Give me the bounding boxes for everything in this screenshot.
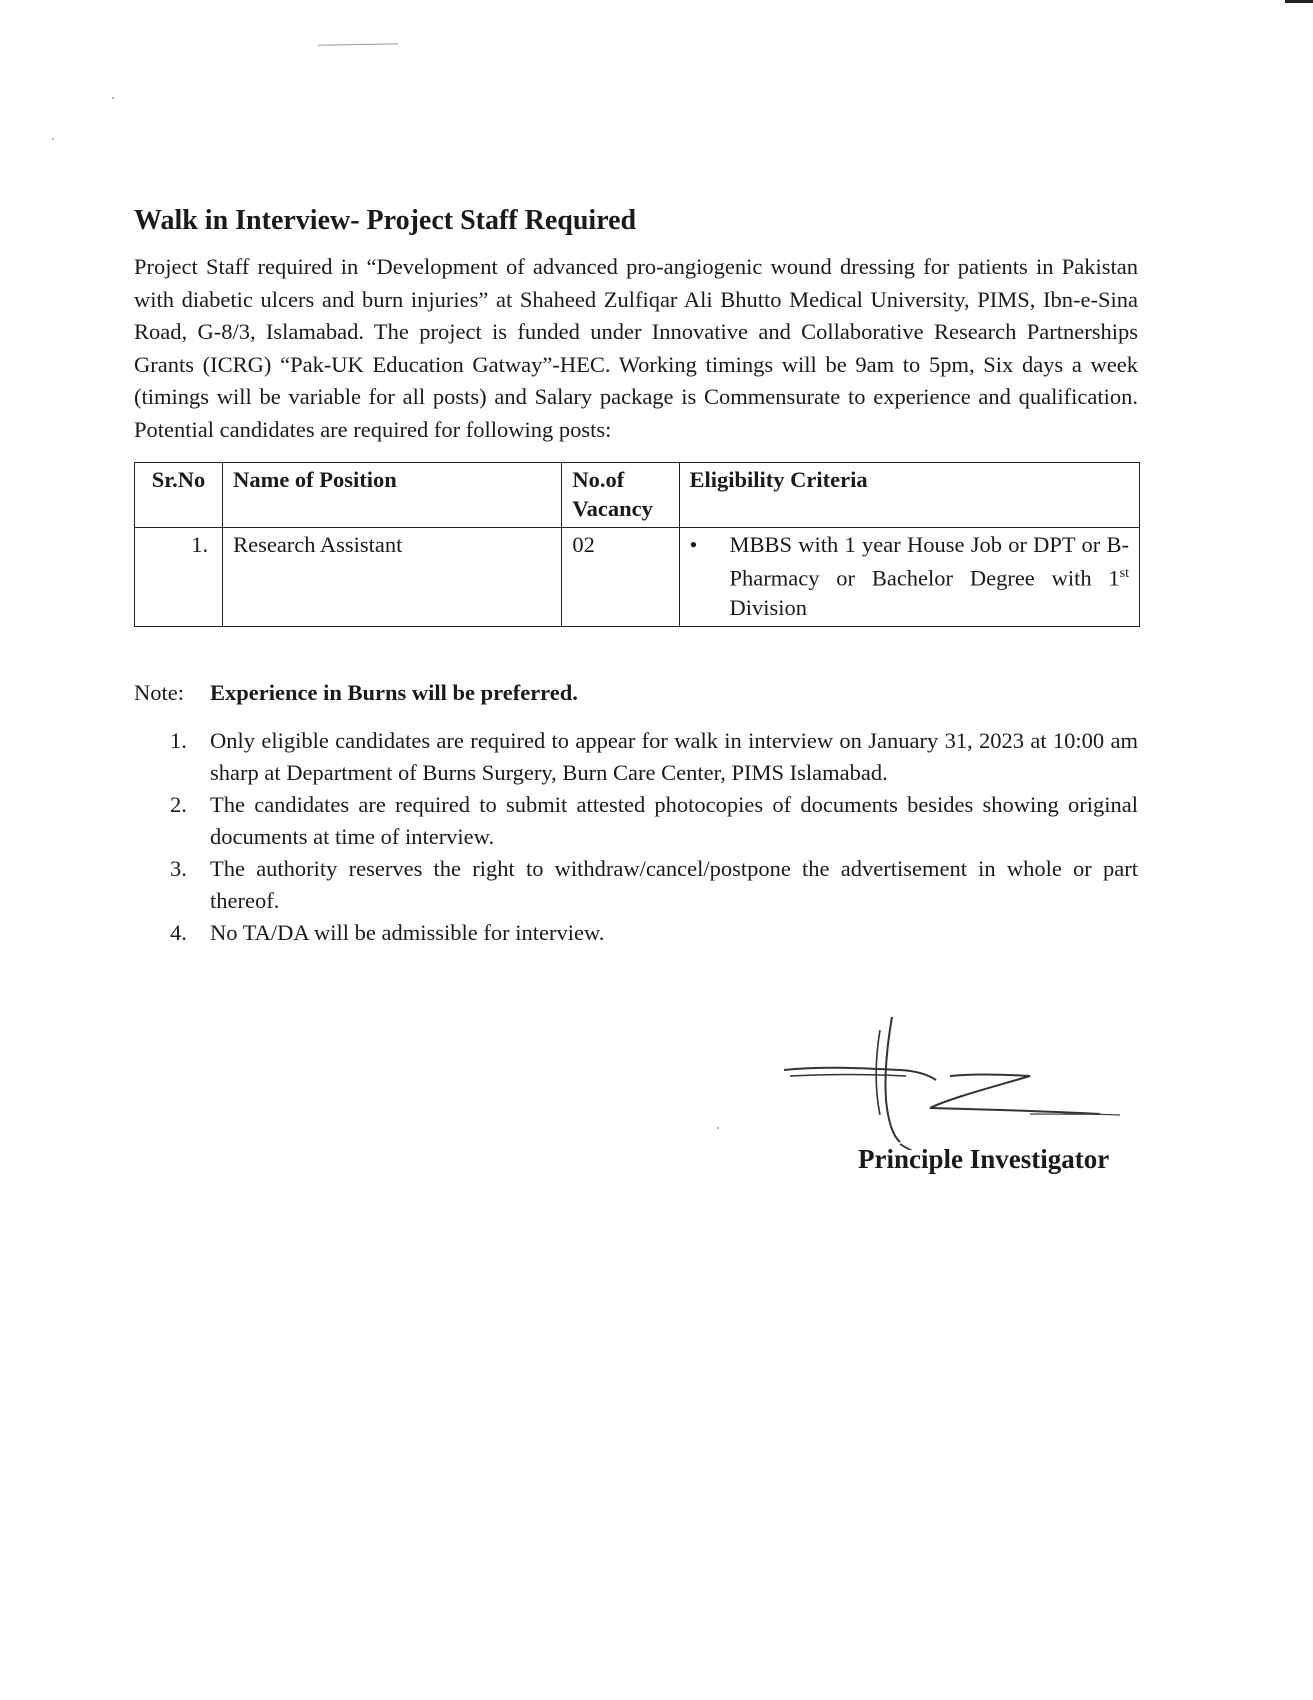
list-text: The candidates are required to submit attested photocopies of documents besides showing original documents at time of interview.	[210, 791, 1138, 849]
list-number: 2.	[170, 791, 187, 817]
list-text: The authority reserves the right to withdraw/cancel/postpone the advertisement in whole or part thereof.	[210, 855, 1138, 913]
instructions-list	[134, 725, 1138, 949]
scan-edge-mark	[1285, 0, 1313, 3]
scan-speck	[717, 1127, 719, 1129]
scan-speck	[52, 138, 54, 140]
note-label: Note:	[134, 679, 184, 705]
signatory-title: Principle Investigator	[858, 1144, 1110, 1174]
header-vacancy: No.of Vacancy	[562, 463, 679, 528]
cell-sr-no: 1.	[135, 528, 223, 627]
scan-stray-line	[318, 43, 398, 45]
list-text: Only eligible candidates are required to appear for walk in interview on January 31, 2023 at 10:00 am sharp at Department of Burns Surgery, Burn Care Center, PIMS Islamabad.	[210, 727, 1138, 785]
handwritten-signature	[780, 1010, 1120, 1150]
criteria-list	[690, 530, 1129, 622]
document-page	[134, 205, 1138, 949]
document-title: Walk in Interview- Project Staff Required	[134, 205, 637, 236]
intro-paragraph: Project Staff required in “Development of advanced pro-angiogenic wound dressing for patients in Pakistan with diabetic ulcers and burn injuries” at Shaheed Zulfiqar Ali Bhutto Medical University, PIMS, Ibn-e-Sina Road, G-8/3, Islamabad. The project is funded under Innovative and Collaborative Research Partnerships Grants (ICRG) “Pak-UK Education Gatway”-HEC. Working timings will be 9am to 5pm, Six days a week (timings will be variable for all posts) and Salary package is Commensurate to experience and qualification. Potential candidates are required for following posts:	[134, 254, 1138, 442]
bullet-icon: •	[689, 532, 698, 557]
cell-vacancy: 02	[562, 528, 679, 627]
header-sr-no: Sr.No	[135, 463, 223, 528]
list-number: 4.	[170, 919, 187, 945]
header-position-name: Name of Position	[223, 463, 562, 528]
criteria-text: MBBS with 1 year House Job or DPT or B-Pharmacy or Bachelor Degree with 1	[729, 532, 1129, 591]
note-line	[134, 677, 1138, 709]
positions-table	[134, 462, 1140, 627]
list-item	[134, 725, 1138, 789]
list-item	[134, 853, 1138, 917]
header-eligibility: Eligibility Criteria	[679, 463, 1139, 528]
criteria-item	[690, 530, 1129, 622]
cell-eligibility	[679, 528, 1139, 627]
scan-speck	[112, 97, 114, 99]
list-number: 3.	[170, 855, 187, 881]
table-row	[135, 528, 1140, 627]
cell-position-name: Research Assistant	[223, 528, 562, 627]
signature-icon	[780, 1010, 1120, 1150]
criteria-superscript: st	[1119, 566, 1129, 581]
table-header-row	[135, 463, 1140, 528]
list-item	[134, 789, 1138, 853]
note-text: Experience in Burns will be preferred.	[210, 679, 578, 705]
criteria-text-end: Division	[729, 594, 808, 620]
list-item	[134, 917, 1138, 949]
list-text: No TA/DA will be admissible for interview.	[210, 919, 605, 945]
list-number: 1.	[170, 727, 187, 753]
